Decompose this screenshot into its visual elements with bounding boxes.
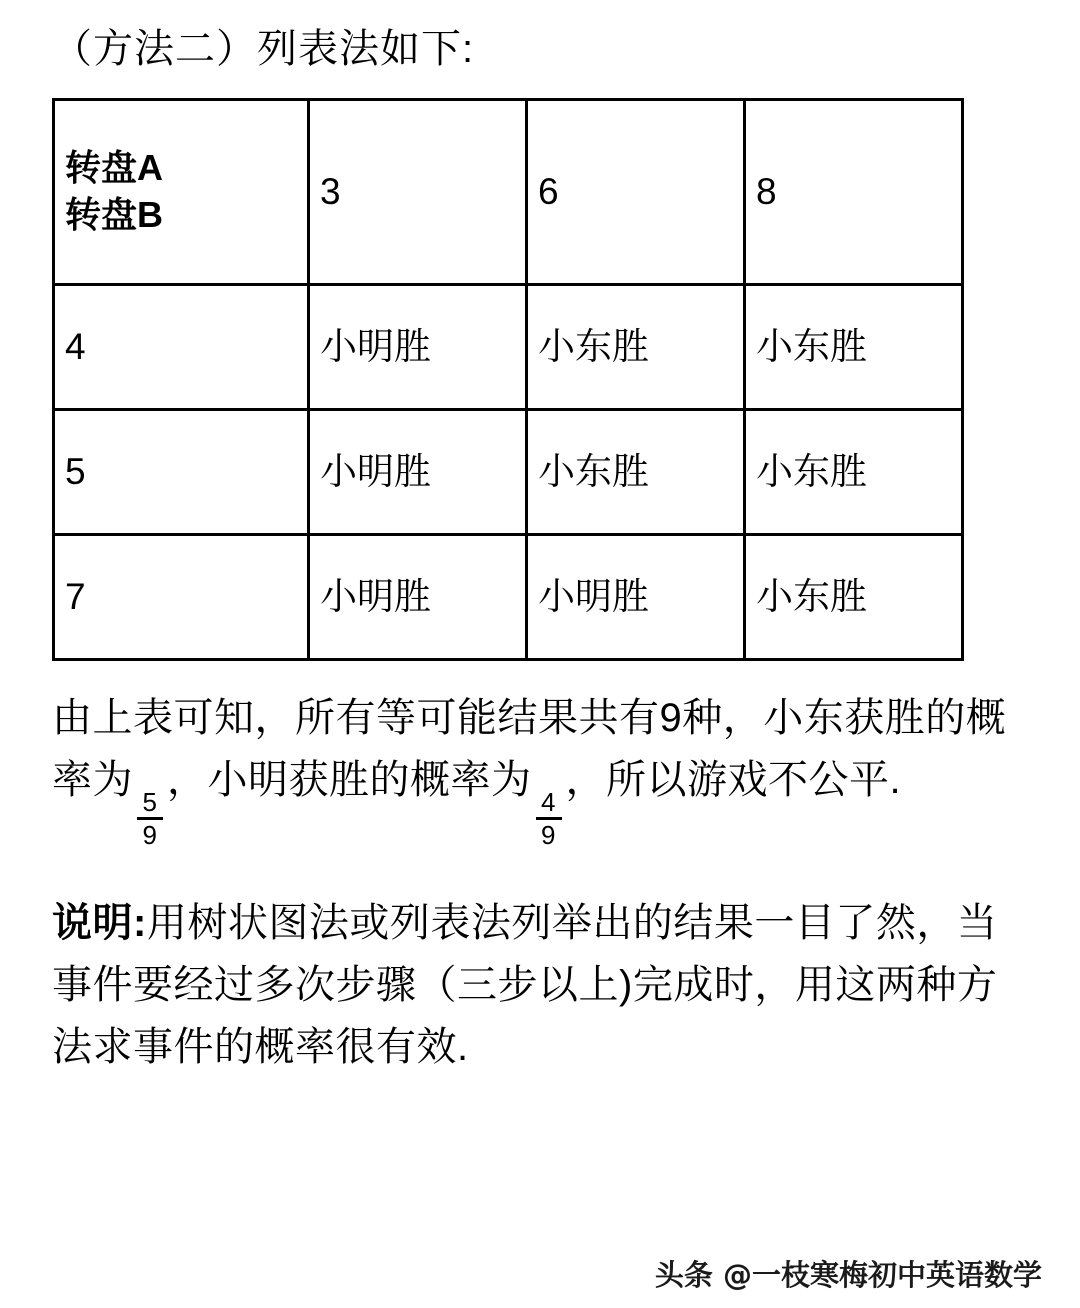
row-header-1: 4 [54, 285, 309, 410]
column-header-3: 8 [745, 100, 963, 285]
row-header-2: 5 [54, 410, 309, 535]
corner-label-top: 转盘A [65, 147, 163, 189]
watermark-text: @一枝寒梅初中英语数学 [722, 1258, 1042, 1292]
toutiao-icon: 头条 [654, 1258, 713, 1292]
table-row [54, 285, 963, 410]
outcomes-table [52, 98, 964, 661]
fraction-numerator: 4 [541, 787, 556, 817]
conclusion-part-1: 由上表可知，所有等可能结果共有9种，小东获胜的概率为 [52, 696, 1007, 802]
table-header-row [54, 100, 963, 285]
cell-r1c3: 小东胜 [745, 285, 963, 410]
fraction-five-ninths [137, 789, 163, 848]
intro-line: （方法二）列表法如下: [52, 27, 475, 71]
row-header-3: 7 [54, 535, 309, 660]
watermark [655, 1253, 1042, 1294]
note-paragraph [52, 892, 1032, 1078]
column-header-1: 3 [309, 100, 527, 285]
cell-r3c1: 小明胜 [309, 535, 527, 660]
cell-r1c2: 小东胜 [527, 285, 745, 410]
table-row [54, 410, 963, 535]
conclusion-paragraph [52, 687, 1032, 848]
conclusion-part-3: ，所以游戏不公平. [565, 758, 902, 802]
fraction-numerator: 5 [142, 787, 158, 817]
table-row [54, 535, 963, 660]
fraction-denominator: 9 [541, 820, 556, 850]
corner-label-bottom: 转盘B [65, 194, 163, 235]
table-corner-cell [54, 100, 309, 285]
cell-r2c2: 小东胜 [527, 410, 745, 535]
cell-r2c3: 小东胜 [745, 410, 963, 535]
note-text: 用树状图法或列表法列举出的结果一目了然，当事件要经过多次步骤（三步以上)完成时，用这两种方法求事件的概率很有效. [52, 901, 998, 1069]
note-label: 说明: [52, 901, 147, 945]
cell-r3c3: 小东胜 [745, 535, 963, 660]
column-header-2: 6 [527, 100, 745, 285]
cell-r1c1: 小明胜 [309, 285, 527, 410]
conclusion-part-2: ，小明获胜的概率为 [167, 758, 532, 802]
fraction-four-ninths [536, 789, 562, 848]
fraction-denominator: 9 [142, 820, 158, 850]
cell-r2c1: 小明胜 [309, 410, 527, 535]
cell-r3c2: 小明胜 [527, 535, 745, 660]
